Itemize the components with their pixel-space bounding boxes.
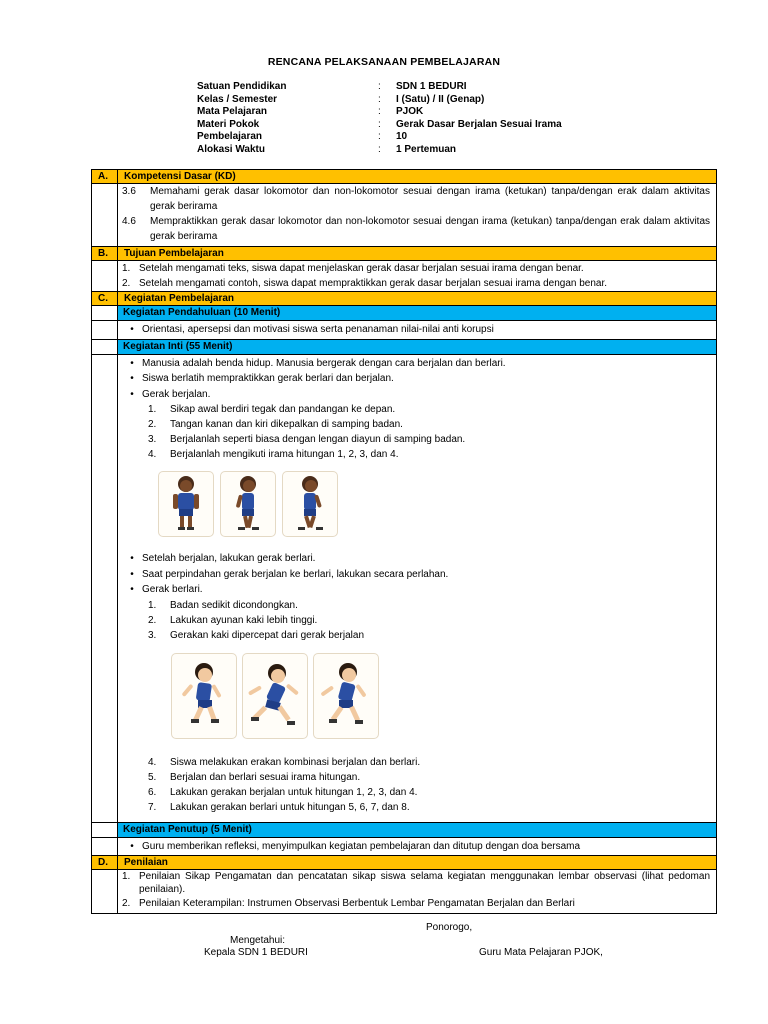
meta-row bbox=[197, 106, 562, 119]
meta-key: Satuan Pendidikan bbox=[197, 81, 287, 92]
section-c-header bbox=[92, 292, 717, 306]
meta-row bbox=[197, 131, 562, 144]
walking-child-image bbox=[158, 471, 214, 537]
assessment-item bbox=[118, 896, 710, 911]
bullet-text: Gerak berlari. bbox=[142, 584, 203, 595]
bullet-item bbox=[122, 371, 716, 387]
meta-row bbox=[197, 119, 562, 132]
meta-key: Mata Pelajaran bbox=[197, 106, 268, 117]
item-text: Penilaian Keterampilan: Instrumen Observasi Berbentuk Lembar Pengamatan Berjalan dan Berlari bbox=[139, 898, 575, 909]
walking-child-image bbox=[282, 471, 338, 537]
walking-illustration bbox=[158, 471, 716, 537]
signature-place: Ponorogo, bbox=[426, 922, 473, 933]
bullet-text: Manusia adalah benda hidup. Manusia bergerak dengan cara berjalan dan berlari. bbox=[142, 357, 506, 369]
identity-block bbox=[197, 81, 562, 156]
meta-colon: : bbox=[378, 143, 381, 155]
kd-text: Memahami gerak dasar lokomotor dan non-lokomotor sesuai dengan irama (ketukan) tanpa/dengan erak dalam aktivitas gerak berirama bbox=[150, 186, 710, 212]
objective-item bbox=[118, 276, 710, 291]
inti-body bbox=[92, 354, 717, 822]
kd-item bbox=[118, 184, 710, 214]
walk-step bbox=[122, 432, 716, 447]
section-b-header bbox=[92, 247, 717, 261]
bullet-icon: • bbox=[130, 357, 134, 369]
step-text: Lakukan ayunan kaki lebih tinggi. bbox=[170, 614, 318, 626]
step-number: 6. bbox=[148, 786, 157, 798]
meta-value: 10 bbox=[396, 131, 408, 142]
meta-colon: : bbox=[378, 106, 381, 117]
walking-child-side-icon bbox=[228, 474, 268, 534]
bullet-icon: • bbox=[130, 388, 134, 400]
bullet-text: Orientasi, apersepsi dan motivasi siswa serta penanaman nilai-nilai anti korupsi bbox=[142, 324, 494, 335]
combined-step bbox=[122, 755, 716, 770]
item-number: 2. bbox=[122, 278, 131, 289]
bullet-item bbox=[122, 322, 716, 338]
meta-value: SDN 1 BEDURI bbox=[396, 81, 467, 92]
bullet-icon: • bbox=[130, 584, 134, 595]
bullet-icon: • bbox=[130, 324, 134, 335]
meta-colon: : bbox=[378, 131, 381, 142]
bullet-item bbox=[122, 356, 716, 372]
step-text: Tangan kanan dan kiri dikepalkan di samping badan. bbox=[170, 419, 403, 430]
section-title: Kegiatan Pembelajaran bbox=[118, 292, 717, 306]
section-letter: D. bbox=[92, 856, 118, 870]
meta-colon: : bbox=[378, 118, 381, 130]
bullet-icon: • bbox=[130, 553, 134, 564]
step-text: Sikap awal berdiri tegak dan pandangan ke depan. bbox=[170, 404, 396, 415]
step-text: Lakukan gerakan berlari untuk hitungan 5, 6, 7, dan 8. bbox=[170, 801, 410, 813]
step-text: Badan sedikit dicondongkan. bbox=[170, 599, 298, 611]
step-text: Siswa melakukan erakan kombinasi berjalan dan berlari. bbox=[170, 756, 421, 768]
document-title: RENCANA PELAKSANAAN PEMBELAJARAN bbox=[267, 56, 501, 68]
combined-step bbox=[122, 800, 716, 815]
signature-known: Mengetahui: bbox=[230, 935, 286, 946]
walk-step bbox=[122, 402, 716, 417]
bullet-icon: • bbox=[130, 373, 134, 384]
step-text: Berjalan dan berlari sesuai irama hitungan. bbox=[170, 771, 361, 783]
section-title: Tujuan Pembelajaran bbox=[118, 247, 717, 261]
kd-number: 4.6 bbox=[122, 216, 136, 227]
bullet-text: Setelah berjalan, lakukan gerak berlari. bbox=[142, 553, 316, 564]
item-text: Setelah mengamati contoh, siswa dapat mempraktikkan gerak dasar berjalan sesuai irama dengan benar. bbox=[139, 278, 608, 289]
penutup-body bbox=[92, 837, 717, 856]
meta-colon: : bbox=[378, 93, 381, 105]
kd-item bbox=[118, 214, 710, 244]
bullet-text: Gerak berjalan. bbox=[142, 388, 211, 400]
meta-row bbox=[197, 81, 562, 94]
run-step bbox=[122, 628, 716, 643]
combined-step bbox=[122, 785, 716, 800]
kd-number: 3.6 bbox=[122, 186, 136, 197]
lesson-plan-table bbox=[91, 169, 717, 914]
meta-row bbox=[197, 144, 562, 157]
step-number: 2. bbox=[148, 614, 157, 626]
walking-child-image bbox=[220, 471, 276, 537]
section-b-body bbox=[92, 261, 717, 292]
bullet-text: Siswa berlatih mempraktikkan gerak berlari dan berjalan. bbox=[142, 373, 394, 384]
meta-key: Kelas / Semester bbox=[197, 93, 278, 105]
running-child-icon bbox=[321, 661, 371, 731]
step-text: Lakukan gerakan berjalan untuk hitungan 1, 2, 3, dan 4. bbox=[170, 786, 418, 798]
penutup-header bbox=[92, 822, 717, 837]
walk-step bbox=[122, 447, 716, 462]
step-number: 7. bbox=[148, 801, 157, 813]
item-text: Setelah mengamati teks, siswa dapat menjelaskan gerak dasar berjalan sesuai irama dengan benar. bbox=[139, 263, 584, 274]
meta-key: Pembelajaran bbox=[197, 131, 263, 142]
running-child-image bbox=[242, 653, 308, 739]
walk-step bbox=[122, 417, 716, 432]
item-number: 1. bbox=[122, 263, 131, 274]
meta-value: PJOK bbox=[396, 106, 424, 117]
section-d-header bbox=[92, 856, 717, 870]
run-step bbox=[122, 613, 716, 628]
inti-header bbox=[92, 339, 717, 354]
bullet-item bbox=[122, 387, 716, 403]
bullet-item bbox=[122, 567, 716, 583]
combined-step bbox=[122, 770, 716, 785]
running-child-image bbox=[171, 653, 237, 739]
subsection-title: Kegiatan Penutup (5 Menit) bbox=[118, 822, 717, 837]
meta-key: Alokasi Waktu bbox=[197, 143, 265, 155]
bullet-text: Saat perpindahan gerak berjalan ke berlari, lakukan secara perlahan. bbox=[142, 568, 449, 580]
step-number: 2. bbox=[148, 419, 157, 430]
step-number: 5. bbox=[148, 771, 157, 783]
objective-item bbox=[118, 261, 710, 276]
section-letter: C. bbox=[92, 292, 118, 306]
bullet-icon: • bbox=[130, 840, 134, 852]
pendahuluan-header bbox=[92, 306, 717, 321]
signature-teacher: Guru Mata Pelajaran PJOK, bbox=[479, 947, 603, 958]
bullet-item bbox=[122, 839, 716, 855]
meta-key: Materi Pokok bbox=[197, 118, 260, 130]
section-letter: B. bbox=[92, 247, 118, 261]
section-title: Kompetensi Dasar (KD) bbox=[118, 170, 717, 184]
bullet-text: Guru memberikan refleksi, menyimpulkan kegiatan pembelajaran dan ditutup dengan doa bersama bbox=[142, 840, 581, 852]
signature-headmaster: Kepala SDN 1 BEDURI bbox=[204, 947, 308, 958]
step-text: Berjalanlah mengikuti irama hitungan 1, 2, 3, dan 4. bbox=[170, 449, 399, 460]
step-number: 4. bbox=[148, 449, 157, 460]
running-child-icon bbox=[247, 661, 303, 731]
step-number: 4. bbox=[148, 756, 157, 768]
section-title: Penilaian bbox=[118, 856, 717, 870]
meta-row bbox=[197, 94, 562, 107]
meta-colon: : bbox=[378, 81, 381, 92]
step-number: 1. bbox=[148, 599, 157, 611]
item-number: 2. bbox=[122, 898, 131, 909]
step-number: 3. bbox=[148, 434, 157, 445]
step-number: 3. bbox=[148, 629, 157, 641]
pendahuluan-body bbox=[92, 321, 717, 340]
meta-value: 1 Pertemuan bbox=[396, 143, 457, 155]
subsection-title: Kegiatan Inti (55 Menit) bbox=[118, 339, 717, 354]
running-child-icon bbox=[179, 661, 229, 731]
running-child-image bbox=[313, 653, 379, 739]
step-text: Berjalanlah seperti biasa dengan lengan diayun di samping badan. bbox=[170, 434, 466, 445]
item-number: 1. bbox=[122, 871, 131, 882]
kd-text: Mempraktikkan gerak dasar lokomotor dan non-lokomotor sesuai dengan irama (ketukan) tanpa/dengan erak dalam aktivitas gerak berirama bbox=[150, 216, 710, 242]
section-letter: A. bbox=[92, 170, 118, 184]
section-d-body bbox=[92, 870, 717, 914]
meta-value: Gerak Dasar Berjalan Sesuai Irama bbox=[396, 118, 562, 130]
step-number: 1. bbox=[148, 404, 157, 415]
bullet-item bbox=[122, 582, 716, 598]
section-a-header bbox=[92, 170, 717, 184]
meta-value: I (Satu) / II (Genap) bbox=[396, 93, 485, 105]
bullet-icon: • bbox=[130, 568, 134, 580]
run-step bbox=[122, 598, 716, 613]
assessment-item bbox=[118, 870, 710, 896]
section-a-body bbox=[92, 184, 717, 247]
step-text: Gerakan kaki dipercepat dari gerak berjalan bbox=[170, 629, 364, 641]
subsection-title: Kegiatan Pendahuluan (10 Menit) bbox=[118, 306, 717, 321]
running-illustration bbox=[171, 653, 716, 739]
bullet-item bbox=[122, 551, 716, 567]
walking-child-front-icon bbox=[166, 474, 206, 534]
walking-child-stride-icon bbox=[290, 474, 330, 534]
item-text: Penilaian Sikap Pengamatan dan pencatatan sikap siswa selama kegiatan menggunakan lembar observasi (lihat pedoman penilaian). bbox=[139, 871, 710, 895]
